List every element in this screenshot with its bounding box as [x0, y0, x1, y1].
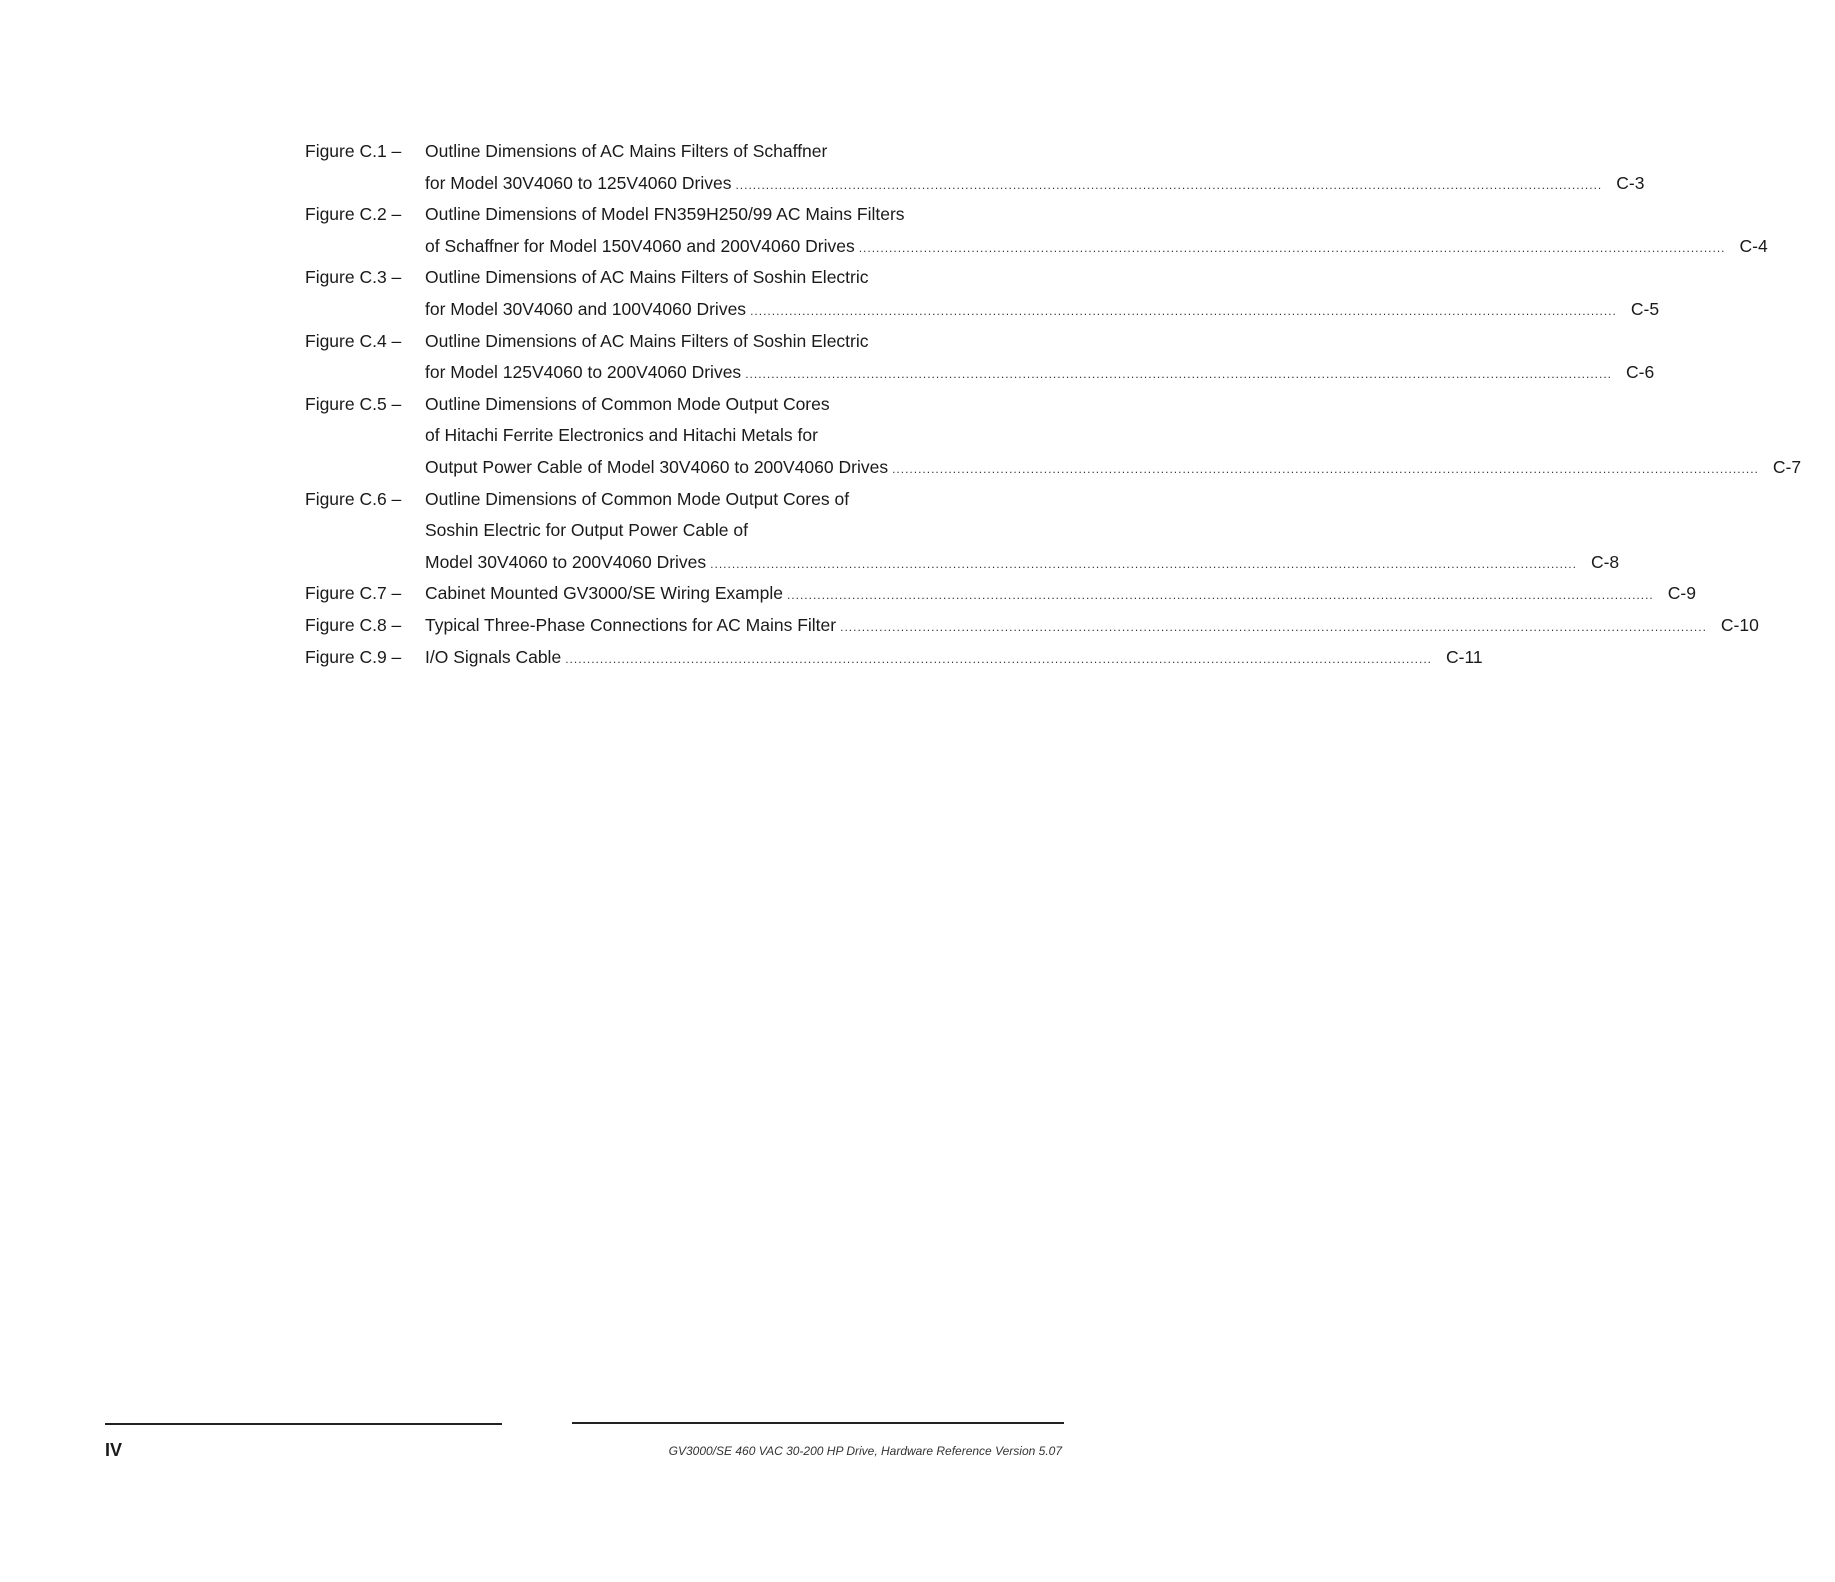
dot-leader: ........................................................................................................................................................................................................ — [735, 177, 1603, 192]
figure-caption-line: Outline Dimensions of AC Mains Filters of Schaffner — [425, 141, 828, 161]
figure-entry-line — [305, 547, 1620, 579]
figure-caption-line: for Model 125V4060 to 200V4060 Drives — [425, 362, 742, 383]
figure-label: Figure C.4 – — [305, 330, 402, 351]
figure-label: Figure C.9 – — [305, 646, 402, 667]
figure-page-number[interactable]: C-4 — [1739, 235, 1768, 256]
figure-caption-line: Outline Dimensions of Model FN359H250/99 AC Mains Filters — [425, 204, 905, 225]
caption-leader-row — [425, 578, 1696, 610]
footer-rule-left — [105, 1423, 502, 1425]
caption-leader-row — [425, 231, 1768, 263]
caption-leader-row — [425, 547, 1620, 579]
caption-leader-row — [425, 452, 1802, 484]
figure-caption-line: Outline Dimensions of Common Mode Output Cores of — [425, 488, 850, 509]
figure-entry-line — [305, 199, 1065, 231]
figure-label: Figure C.8 – — [305, 614, 402, 635]
figure-label: Figure C.3 – — [305, 267, 402, 288]
figure-page-number[interactable]: C-7 — [1772, 456, 1802, 477]
figure-caption-line: of Schaffner for Model 150V4060 and 200V4060 Drives — [425, 235, 855, 256]
figure-entry-line — [305, 357, 1655, 389]
dot-leader: ........................................................................................................................................................................................................ — [786, 588, 1654, 603]
figure-caption-line: Outline Dimensions of AC Mains Filters of Soshin Electric — [425, 330, 869, 351]
figure-page-number[interactable]: C-8 — [1590, 551, 1620, 572]
figure-caption-line: I/O Signals Cable — [425, 646, 562, 667]
caption-leader-row — [425, 168, 1645, 200]
figure-entry[interactable] — [305, 199, 1768, 262]
dot-leader: ........................................................................................................................................................................................................ — [745, 367, 1612, 382]
footer-document-title: GV3000/SE 460 VAC 30-200 HP Drive, Hardware Reference Version 5.07 — [668, 1444, 1062, 1458]
figure-entry-line — [305, 642, 1483, 674]
dot-leader: ........................................................................................................................................................................................................ — [565, 651, 1432, 666]
figure-entry[interactable] — [305, 484, 1620, 579]
figure-caption-line: Outline Dimensions of Common Mode Output Cores — [425, 393, 830, 414]
figure-label: Figure C.5 – — [305, 393, 402, 414]
footer-page-number: IV — [105, 1440, 123, 1460]
figure-page-number[interactable]: C-5 — [1630, 298, 1660, 319]
dot-leader: ........................................................................................................................................................................................................ — [840, 619, 1707, 634]
dot-leader: ........................................................................................................................................................................................................ — [858, 240, 1726, 255]
figure-entry-line — [305, 452, 1802, 484]
caption-leader-row — [425, 642, 1483, 674]
figure-caption-line: Model 30V4060 to 200V4060 Drives — [425, 551, 707, 572]
figure-label: Figure C.6 – — [305, 488, 402, 509]
caption-leader-row — [425, 294, 1660, 326]
figure-entry-line — [305, 389, 1065, 421]
footer-rule-right — [572, 1422, 1064, 1424]
figure-entry-line — [305, 231, 1768, 263]
dot-leader: ........................................................................................................................................................................................................ — [750, 303, 1617, 318]
figure-entry-line — [305, 420, 1065, 452]
figure-caption-line: of Hitachi Ferrite Electronics and Hitachi Metals for — [425, 425, 818, 446]
figure-entry-line — [305, 515, 1065, 547]
figure-entry[interactable] — [305, 610, 1759, 642]
figure-entry[interactable] — [305, 262, 1660, 325]
dot-leader: ........................................................................................................................................................................................................ — [710, 556, 1577, 571]
figure-entry[interactable] — [305, 578, 1696, 610]
figure-caption-line: for Model 30V4060 and 100V4060 Drives — [425, 298, 747, 319]
figure-entry[interactable] — [305, 642, 1483, 674]
figure-page-number[interactable]: C-9 — [1667, 583, 1696, 604]
figure-caption-line: Soshin Electric for Output Power Cable of — [425, 520, 748, 541]
figure-entry-line — [305, 326, 1065, 358]
dot-leader: ........................................................................................................................................................................................................ — [892, 461, 1759, 476]
caption-leader-row — [425, 610, 1759, 642]
figure-caption-line: Output Power Cable of Model 30V4060 to 200V4060 Drives — [425, 456, 889, 477]
figure-label: Figure C.1 – — [305, 141, 402, 161]
caption-leader-row — [425, 357, 1655, 389]
figure-page-number[interactable]: C-11 — [1445, 646, 1483, 667]
figure-caption-line: for Model 30V4060 to 125V4060 Drives — [425, 172, 732, 193]
figure-caption-line: Typical Three-Phase Connections for AC Mains Filter — [425, 614, 837, 635]
figure-entry-line — [305, 168, 1645, 200]
figure-caption-line: Cabinet Mounted GV3000/SE Wiring Example — [425, 583, 783, 604]
figure-entry-line — [305, 484, 1065, 516]
figure-page-number[interactable]: C-10 — [1720, 614, 1759, 635]
figure-entry-line — [305, 136, 1065, 168]
figure-entry-line — [305, 262, 1065, 294]
figure-label: Figure C.2 – — [305, 204, 402, 225]
list-of-figures — [305, 136, 1802, 673]
figure-entry-line — [305, 610, 1759, 642]
figure-entry-line — [305, 294, 1660, 326]
figure-entry[interactable] — [305, 389, 1802, 484]
figure-entry[interactable] — [305, 136, 1645, 199]
figure-label: Figure C.7 – — [305, 583, 402, 604]
figure-page-number[interactable]: C-6 — [1625, 362, 1655, 383]
figure-caption-line: Outline Dimensions of AC Mains Filters of Soshin Electric — [425, 267, 869, 288]
figure-entry-line — [305, 578, 1696, 610]
figure-page-number[interactable]: C-3 — [1616, 172, 1645, 193]
figure-entry[interactable] — [305, 326, 1655, 389]
